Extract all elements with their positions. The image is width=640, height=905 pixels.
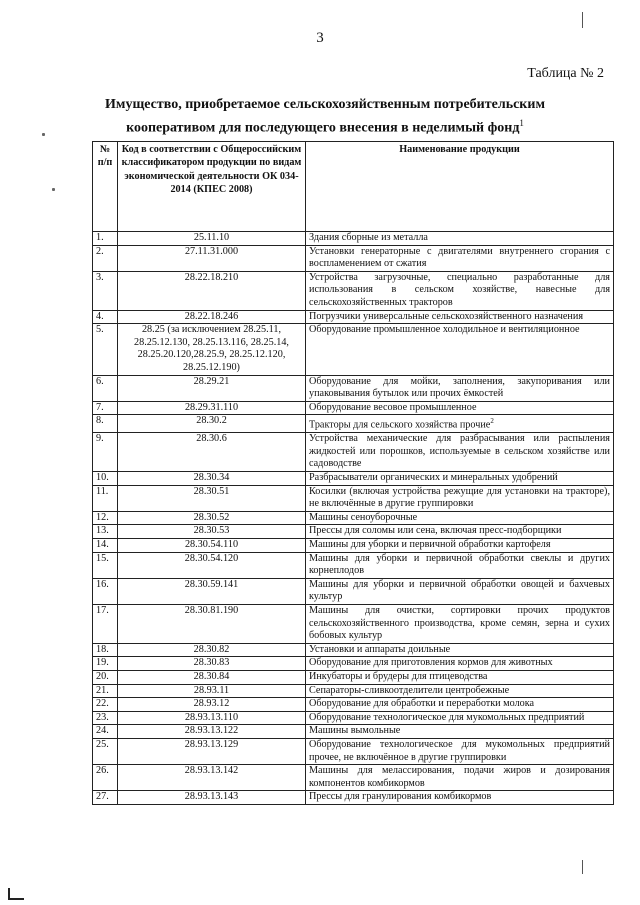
row-product-name [306, 525, 614, 539]
row-product-text: Оборудование промышленное холодильное и вентиляционное [309, 324, 580, 336]
row-product-name [306, 485, 614, 511]
table-row [93, 433, 614, 472]
table-header-row [93, 142, 614, 232]
row-product-text: Разбрасыватели органических и минеральных удобрений [309, 472, 558, 484]
row-product-name [306, 271, 614, 310]
table-row [93, 578, 614, 604]
row-code: 28.29.31.110 [118, 401, 306, 415]
row-product-text: Косилки (включая устройства режущие для установки на тракторе), не включённые в другие группировки [309, 485, 610, 510]
row-code: 28.30.54.120 [118, 552, 306, 578]
page-number: 3 [316, 30, 324, 46]
row-code: 28.30.51 [118, 485, 306, 511]
row-product-text: Машины для уборки и первичной обработки свеклы и других корнеплодов [309, 552, 610, 577]
row-number: 13. [93, 525, 118, 539]
row-product-name [306, 232, 614, 246]
table-label: Таблица № 2 [527, 66, 604, 81]
row-number: 8. [93, 415, 118, 433]
row-product-text: Устройства загрузочные, специально разработанные для использования в сельском хозяйстве, навесные для сельскохозяйственных тракторов [309, 271, 610, 308]
row-product-text: Машины для мелассирования, подачи жиров и дозирования компонентов комбикормов [309, 765, 610, 789]
row-product-text: Оборудование для приготовления кормов для животных [309, 657, 553, 669]
row-number: 21. [93, 684, 118, 698]
row-product-text: Машины сеноуборочные [309, 511, 418, 523]
row-product-text: Прессы для гранулирования комбикормов [309, 791, 492, 803]
row-product-name [306, 415, 614, 433]
row-number: 2. [93, 245, 118, 271]
row-product-name [306, 670, 614, 684]
row-number: 15. [93, 552, 118, 578]
header-name: Наименование продукции [306, 142, 614, 232]
row-product-name [306, 738, 614, 764]
table-row [93, 525, 614, 539]
scan-mark [582, 12, 583, 28]
row-footnote-mark: 2 [490, 417, 494, 426]
row-product-text: Оборудование для мойки, заполнения, закупоривания или упаковывания бутылок или прочих ёмкостей [309, 375, 610, 400]
row-product-text: Машины для очистки, сортировки прочих продуктов сельскохозяйственного производства, кроме семян, зерна и сухих бобовых культур [309, 605, 610, 642]
table-row [93, 539, 614, 553]
table-row [93, 552, 614, 578]
row-code: 28.30.84 [118, 670, 306, 684]
row-code: 28.93.13.143 [118, 791, 306, 805]
row-code: 28.30.81.190 [118, 605, 306, 644]
row-number: 3. [93, 271, 118, 310]
row-product-name [306, 684, 614, 698]
table-row [93, 310, 614, 324]
row-number: 4. [93, 310, 118, 324]
table-row [93, 711, 614, 725]
row-product-name [306, 245, 614, 271]
row-product-name [306, 765, 614, 791]
row-number: 20. [93, 670, 118, 684]
row-product-text: Установки генераторные с двигателями внутреннего сгорания с воспламенением от сжатия [309, 245, 610, 270]
table-row [93, 698, 614, 712]
row-product-text: Прессы для соломы или сена, включая пресс-подборщики [309, 525, 562, 537]
row-number: 18. [93, 643, 118, 657]
row-number: 25. [93, 738, 118, 764]
row-product-name [306, 401, 614, 415]
table-row [93, 643, 614, 657]
row-number: 24. [93, 725, 118, 739]
row-product-name [306, 324, 614, 375]
row-product-name [306, 375, 614, 401]
row-code: 28.30.82 [118, 643, 306, 657]
row-code: 28.93.11 [118, 684, 306, 698]
table-body [93, 232, 614, 805]
row-product-name [306, 578, 614, 604]
row-code: 28.25 (за исключением 28.25.11, 28.25.12.130, 28.25.13.116, 28.25.14, 28.25.20.120,28.25.9, 28.25.12.120, 28.25.12.190) [118, 324, 306, 375]
table-row [93, 670, 614, 684]
row-number: 26. [93, 765, 118, 791]
row-number: 14. [93, 539, 118, 553]
row-product-name [306, 698, 614, 712]
row-product-name [306, 511, 614, 525]
header-code: Код в соответствии с Общероссийским классификатором продукции по видам экономической деятельности ОК 034-2014 (КПЕС 2008) [118, 142, 306, 232]
row-code: 28.30.83 [118, 657, 306, 671]
row-product-name [306, 310, 614, 324]
table-row [93, 605, 614, 644]
row-product-name [306, 539, 614, 553]
scan-corner-mark [8, 888, 24, 900]
row-number: 7. [93, 401, 118, 415]
row-product-name [306, 791, 614, 805]
row-number: 27. [93, 791, 118, 805]
row-product-name [306, 552, 614, 578]
row-product-text: Устройства механические для разбрасывания или распыления жидкостей или порошков, используемые в сельском хозяйстве или садоводстве [309, 433, 610, 470]
table-row [93, 765, 614, 791]
row-product-text: Оборудование для обработки и переработки молока [309, 698, 535, 710]
row-product-name [306, 605, 614, 644]
table-row [93, 485, 614, 511]
row-code: 28.29.21 [118, 375, 306, 401]
row-product-text: Оборудование весовое промышленное [309, 401, 477, 413]
row-product-name [306, 725, 614, 739]
scan-mark [582, 860, 583, 874]
row-product-name [306, 472, 614, 486]
row-product-text: Машины для уборки и первичной обработки картофеля [309, 539, 551, 551]
table-row [93, 271, 614, 310]
row-product-text: Сепараторы-сливкоотделители центробежные [309, 684, 510, 696]
row-code: 28.30.34 [118, 472, 306, 486]
row-number: 5. [93, 324, 118, 375]
document-title-text: Имущество, приобретаемое сельскохозяйственным потребительским кооперативом для последующего внесения в неделимый фонд [105, 97, 545, 136]
row-code: 28.93.13.142 [118, 765, 306, 791]
row-number: 16. [93, 578, 118, 604]
row-code: 27.11.31.000 [118, 245, 306, 271]
row-product-name [306, 657, 614, 671]
table-row [93, 738, 614, 764]
table-row [93, 401, 614, 415]
header-num: № п/п [93, 142, 118, 232]
row-number: 23. [93, 711, 118, 725]
products-table [92, 141, 614, 805]
row-product-text: Здания сборные из металла [309, 232, 428, 243]
table-row [93, 375, 614, 401]
table-row [93, 232, 614, 246]
row-code: 28.30.59.141 [118, 578, 306, 604]
row-product-text: Машины вымольные [309, 725, 401, 737]
row-code: 25.11.10 [118, 232, 306, 246]
row-code: 28.93.12 [118, 698, 306, 712]
row-code: 28.22.18.246 [118, 310, 306, 324]
table-row [93, 725, 614, 739]
table-row [93, 245, 614, 271]
row-number: 11. [93, 485, 118, 511]
row-number: 9. [93, 433, 118, 472]
row-number: 17. [93, 605, 118, 644]
table-row [93, 684, 614, 698]
row-code: 28.30.54.110 [118, 539, 306, 553]
row-product-text: Установки и аппараты доильные [309, 643, 451, 655]
table-row [93, 511, 614, 525]
row-number: 6. [93, 375, 118, 401]
table-row [93, 791, 614, 805]
row-code: 28.22.18.210 [118, 271, 306, 310]
row-number: 12. [93, 511, 118, 525]
row-number: 10. [93, 472, 118, 486]
row-product-name [306, 643, 614, 657]
row-product-text: Инкубаторы и брудеры для птицеводства [309, 670, 488, 682]
table-row [93, 415, 614, 433]
document-title [90, 96, 560, 138]
row-code: 28.30.2 [118, 415, 306, 433]
scan-mark [42, 133, 45, 136]
title-footnote-mark: 1 [519, 118, 524, 128]
row-number: 22. [93, 698, 118, 712]
row-number: 1. [93, 232, 118, 246]
row-code: 28.93.13.122 [118, 725, 306, 739]
table-row [93, 324, 614, 375]
row-product-text: Тракторы для сельского хозяйства прочие [309, 419, 491, 431]
row-code: 28.93.13.110 [118, 711, 306, 725]
row-code: 28.93.13.129 [118, 738, 306, 764]
row-code: 28.30.6 [118, 433, 306, 472]
row-product-text: Машины для уборки и первичной обработки овощей и бахчевых культур [309, 578, 610, 603]
row-code: 28.30.52 [118, 511, 306, 525]
table-row [93, 657, 614, 671]
row-code: 28.30.53 [118, 525, 306, 539]
row-product-text: Погрузчики универсальные сельскохозяйственного назначения [309, 310, 584, 322]
row-product-text: Оборудование технологическое для мукомольных предприятий [309, 711, 585, 723]
row-number: 19. [93, 657, 118, 671]
row-product-text: Оборудование технологическое для мукомольных предприятий прочее, не включённое в другие группировки [309, 738, 610, 763]
table-row [93, 472, 614, 486]
scan-mark [52, 188, 55, 191]
row-product-name [306, 711, 614, 725]
row-product-name [306, 433, 614, 472]
